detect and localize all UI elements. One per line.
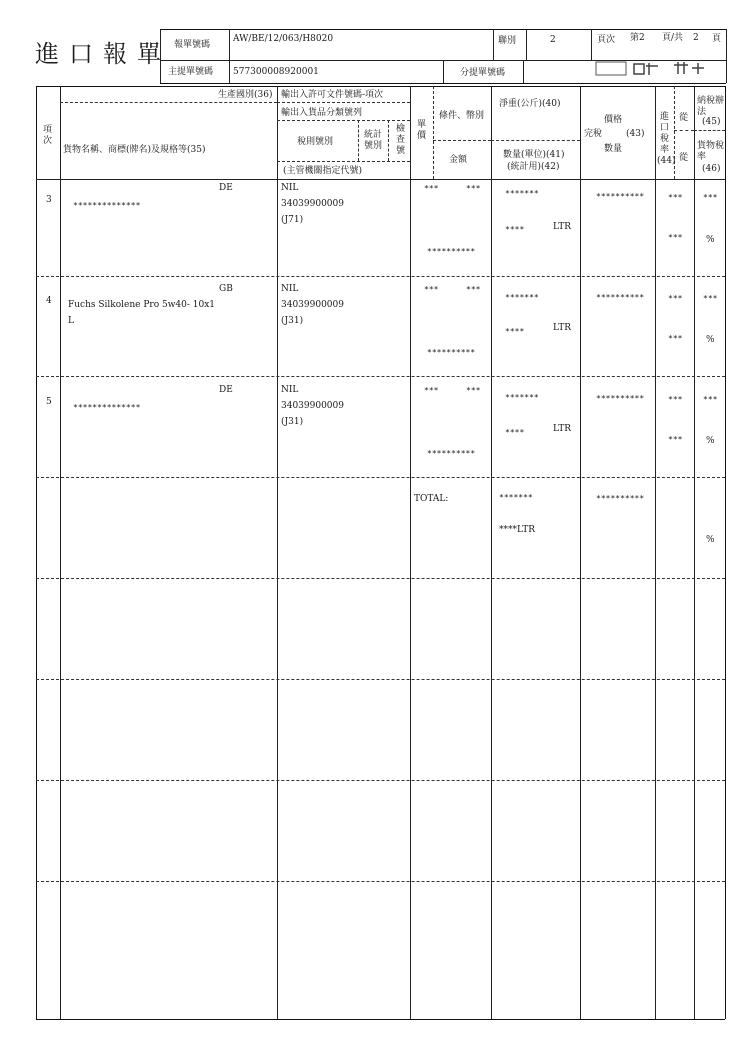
col-line bbox=[694, 86, 695, 1019]
page-label: 頁次 bbox=[597, 35, 616, 45]
col-line bbox=[277, 86, 278, 1019]
col-line bbox=[655, 86, 656, 1019]
col-ccc: 輸出入貨品分類號列 bbox=[281, 108, 363, 118]
page-suffix: 頁 bbox=[712, 34, 722, 44]
item-description-cont: L bbox=[68, 316, 74, 326]
header-top-line bbox=[160, 29, 726, 30]
col-tariff: 稅則號別 bbox=[297, 137, 334, 147]
col-quantity: 數量(單位)(41) bbox=[503, 150, 565, 160]
item-origin: DE bbox=[219, 385, 233, 395]
item-rate-1: *** bbox=[668, 294, 683, 303]
header-dash bbox=[277, 120, 410, 121]
item-agency: (J31) bbox=[281, 316, 304, 326]
item-dutiable: ********** bbox=[596, 293, 645, 302]
page-total: 2 bbox=[693, 33, 699, 43]
row-separator bbox=[36, 578, 725, 579]
header-dash bbox=[358, 120, 359, 161]
table-top bbox=[36, 86, 725, 87]
item-rate-1: *** bbox=[668, 193, 683, 202]
col-import-rate: 進口稅率 bbox=[659, 112, 669, 155]
col-permit: 輸出入許可文件號碼-項次 bbox=[281, 90, 384, 100]
header-divider bbox=[591, 29, 592, 60]
table-left bbox=[36, 86, 37, 1019]
col-commodity-tax-no: (46) bbox=[702, 164, 721, 174]
item-origin: DE bbox=[219, 183, 233, 193]
col-terms: 條件、幣別 bbox=[439, 111, 485, 121]
item-amount: ********** bbox=[427, 348, 476, 357]
item-tariff-code: 34039900009 bbox=[281, 401, 344, 411]
col-commodity-tax: 貨物稅率 bbox=[697, 141, 725, 162]
header-right-line bbox=[726, 29, 727, 83]
col-inspection: 檢查號 bbox=[395, 124, 405, 156]
item-excise: *** bbox=[703, 395, 718, 404]
item-qty: **** bbox=[505, 225, 525, 234]
col-excise: 納稅辦法 bbox=[697, 96, 725, 117]
col-description: 貨物名稱、商標(牌名)及規格等(35) bbox=[63, 145, 206, 155]
item-qty-unit: LTR bbox=[553, 222, 572, 232]
item-agency: (J71) bbox=[281, 215, 304, 225]
total-dutiable: ********** bbox=[596, 494, 645, 503]
copy-label: 聯別 bbox=[498, 36, 517, 46]
item-description: Fuchs Silkolene Pro 5w40- 10x1 bbox=[68, 300, 216, 310]
header-dash bbox=[694, 130, 725, 131]
col-qty-label: 數量 bbox=[604, 144, 623, 154]
item-permit: NIL bbox=[281, 284, 299, 294]
item-excise: *** bbox=[703, 294, 718, 303]
item-no: 3 bbox=[46, 195, 52, 205]
row-separator bbox=[36, 780, 725, 781]
total-qty: ****LTR bbox=[499, 525, 536, 535]
item-terms: *** bbox=[466, 285, 481, 294]
header-dash bbox=[277, 102, 410, 103]
header-dash bbox=[491, 140, 580, 141]
item-unit-price: *** bbox=[424, 386, 439, 395]
item-amount: ********** bbox=[427, 247, 476, 256]
item-excise: *** bbox=[703, 193, 718, 202]
header-divider bbox=[523, 60, 524, 83]
col-dutiable: 完稅 bbox=[584, 129, 603, 139]
declaration-no-label: 報單號碼 bbox=[174, 40, 211, 50]
col-value-label: 價格 bbox=[604, 115, 623, 125]
item-pct: % bbox=[706, 335, 715, 345]
item-rate-2: *** bbox=[668, 435, 683, 444]
item-dutiable: ********** bbox=[596, 394, 645, 403]
customs-stamp-icon bbox=[594, 58, 724, 78]
item-unit-price: *** bbox=[424, 285, 439, 294]
header-dash bbox=[60, 102, 277, 103]
item-terms: *** bbox=[466, 386, 481, 395]
document-title: 進口報單 bbox=[35, 40, 171, 68]
header-dash bbox=[433, 86, 434, 179]
item-net-weight: ******* bbox=[505, 189, 539, 198]
item-description: ************** bbox=[73, 403, 141, 412]
item-permit: NIL bbox=[281, 385, 299, 395]
item-qty-unit: LTR bbox=[553, 424, 572, 434]
item-unit-price: *** bbox=[424, 184, 439, 193]
item-dutiable: ********** bbox=[596, 192, 645, 201]
total-net-weight: ******* bbox=[499, 493, 533, 502]
total-pct: % bbox=[706, 535, 715, 545]
item-net-weight: ******* bbox=[505, 293, 539, 302]
item-net-weight: ******* bbox=[505, 393, 539, 402]
item-qty-unit: LTR bbox=[553, 323, 572, 333]
item-pct: % bbox=[706, 436, 715, 446]
item-agency: (J31) bbox=[281, 417, 304, 427]
item-qty: **** bbox=[505, 428, 525, 437]
header-bottom bbox=[36, 179, 725, 180]
item-tariff-code: 34039900009 bbox=[281, 300, 344, 310]
col-line bbox=[491, 86, 492, 1019]
col-unit-price: 單價 bbox=[416, 120, 426, 141]
row-separator bbox=[36, 376, 725, 377]
master-bl: 577300008920001 bbox=[233, 67, 319, 77]
col-from1: 從 bbox=[679, 113, 689, 123]
declaration-no: AW/BE/12/063/H8020 bbox=[233, 34, 334, 44]
col-agency: (主管機關指定代號) bbox=[283, 166, 363, 176]
col-from2: 從 bbox=[679, 153, 689, 163]
master-bl-label: 主提單號碼 bbox=[168, 67, 214, 77]
header-divider bbox=[493, 29, 494, 60]
header-divider bbox=[526, 29, 527, 60]
row-separator bbox=[36, 276, 725, 277]
item-no: 5 bbox=[46, 397, 52, 407]
col-item-no: 項次 bbox=[42, 125, 52, 146]
row-separator bbox=[36, 881, 725, 882]
col-rate-no: (44) bbox=[657, 156, 676, 166]
col-line bbox=[580, 86, 581, 1019]
row-separator bbox=[36, 477, 725, 478]
header-dash bbox=[277, 161, 410, 162]
item-rate-2: *** bbox=[668, 233, 683, 242]
house-bl-label: 分提單號碼 bbox=[460, 68, 506, 78]
col-origin: 生產國別(36) bbox=[218, 90, 273, 100]
header-divider bbox=[229, 29, 230, 83]
page-no: 第2 bbox=[630, 33, 645, 43]
header-divider bbox=[443, 60, 444, 83]
col-amount: 金額 bbox=[449, 155, 468, 165]
item-terms: *** bbox=[466, 184, 481, 193]
item-qty: **** bbox=[505, 327, 525, 336]
table-bottom bbox=[36, 1019, 725, 1020]
item-rate-1: *** bbox=[668, 395, 683, 404]
col-stat-qty: (統計用)(42) bbox=[507, 162, 560, 172]
col-excise-no: (45) bbox=[702, 117, 721, 127]
item-no: 4 bbox=[46, 296, 52, 306]
header-left-line bbox=[160, 29, 161, 83]
col-dutiable-no: (43) bbox=[626, 129, 645, 139]
item-amount: ********** bbox=[427, 449, 476, 458]
row-separator bbox=[36, 679, 725, 680]
item-pct: % bbox=[706, 235, 715, 245]
header-dash bbox=[388, 120, 389, 161]
item-description: ************** bbox=[73, 201, 141, 210]
item-rate-2: *** bbox=[668, 334, 683, 343]
item-permit: NIL bbox=[281, 183, 299, 193]
item-tariff-code: 34039900009 bbox=[281, 199, 344, 209]
page-total-label: 頁/共 bbox=[662, 33, 684, 43]
table-right bbox=[725, 86, 726, 1019]
header-dash bbox=[674, 130, 694, 131]
header-dash bbox=[433, 140, 491, 141]
col-line bbox=[410, 86, 411, 1019]
col-stat: 統計號別 bbox=[364, 130, 383, 151]
copy-value: 2 bbox=[550, 35, 556, 45]
total-label: TOTAL: bbox=[414, 494, 449, 504]
col-net-weight: 淨重(公斤)(40) bbox=[499, 99, 561, 109]
col-line bbox=[60, 86, 61, 1019]
header-bottom-line bbox=[160, 83, 726, 84]
item-origin: GB bbox=[219, 284, 233, 294]
